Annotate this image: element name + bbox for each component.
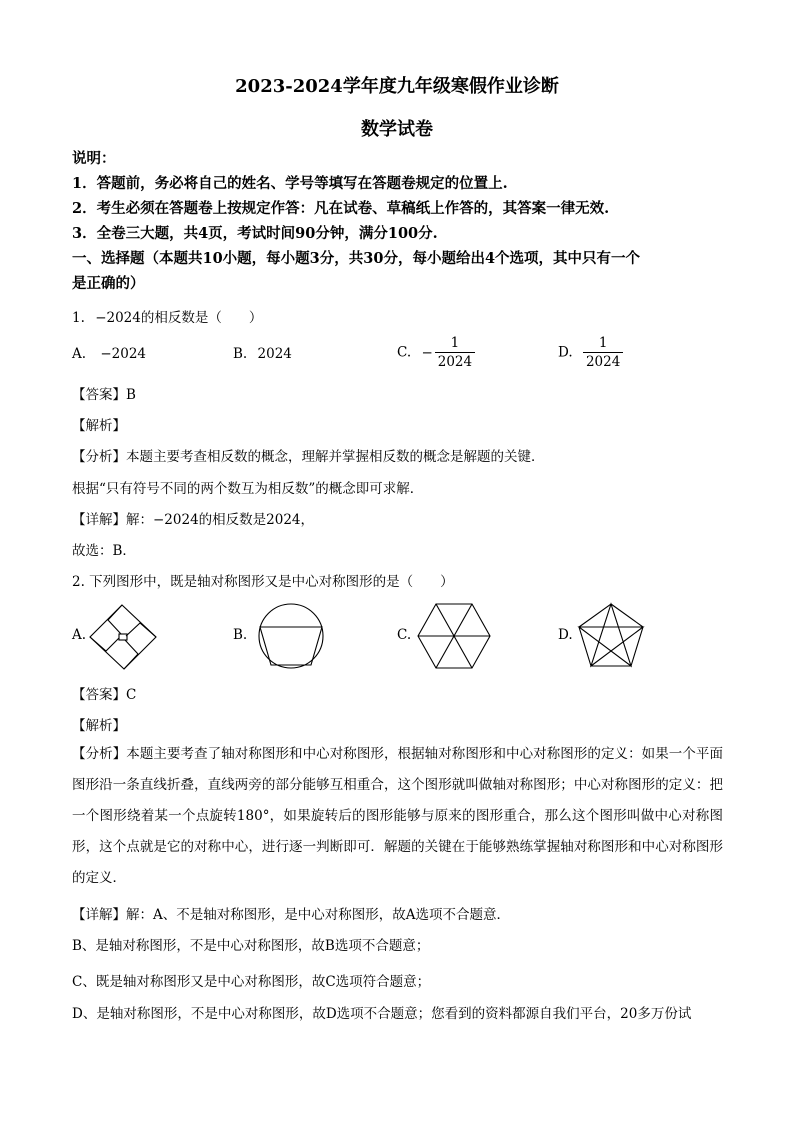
q1-analysis-label: 【解析】: [72, 418, 126, 434]
q1-number: 1.: [72, 310, 85, 326]
q1-option-a-label: A.: [72, 346, 87, 362]
q1-option-a-value: −2024: [100, 346, 147, 362]
q1-option-d: [558, 334, 623, 371]
q1-option-d-fraction: [583, 334, 623, 371]
q2-analysis: 【分析】本题主要考查了轴对称图形和中心对称图形，根据轴对称图形和中心对称图形的定义：如果一个平面图形沿一条直线折叠，直线两旁的部分能够互相重合，这个图形就叫做轴对称图形；中心对称图形的定义：把一个图形绕着某一个点旋转180°，如果旋转后的图形能够与原来的图形重合，那么这个图形叫做中心对称图形，这个点就是它的对称中心，进行逐一判断即可．解题的关键在于能够熟练掌握轴对称图形和中心对称图形的定义．: [72, 746, 723, 886]
q2-detail-a: 【详解】解：A、不是轴对称图形，是中心对称图形，故A选项不合题意．: [72, 907, 510, 923]
q1-option-b-label: B.: [233, 346, 248, 362]
q2-answer: 【答案】C: [72, 687, 137, 703]
instructions-heading: 说明：: [72, 150, 116, 167]
q2-stem: 2. 下列图形中，既是轴对称图形又是中心对称图形的是（ ）: [72, 574, 454, 590]
q1-option-c-denominator: 2024: [437, 354, 473, 370]
q1-option-c-fraction: [435, 334, 475, 371]
q1-expression: −2024: [95, 310, 141, 326]
q1-option-d-label: D.: [558, 344, 573, 361]
exam-title: 2023-2024学年度九年级寒假作业诊断: [235, 76, 559, 97]
q1-option-c-numerator: 1: [435, 334, 475, 353]
q1-answer: 【答案】B: [72, 387, 136, 403]
q1-option-b: [233, 346, 292, 362]
q1-option-a: [72, 346, 146, 362]
section1-heading-line2: 是正确的）: [72, 275, 145, 292]
q2-figure-c: [416, 602, 492, 670]
q2-option-c-label: C.: [397, 627, 412, 643]
q1-option-c: [397, 334, 475, 371]
instruction-item-1: 1．答题前，务必将自己的姓名、学号等填写在答题卷规定的位置上.: [72, 175, 508, 192]
q1-option-d-denominator: 2024: [585, 354, 621, 370]
q2-option-d-label: D.: [558, 627, 573, 643]
q1-conclusion: 故选：B．: [72, 543, 136, 559]
section1-heading-line1: 一、选择题（本题共10小题，每小题3分，共30分，每小题给出4个选项，其中只有一个: [72, 250, 641, 267]
q2-analysis-label: 【解析】: [72, 718, 126, 734]
q2-detail-d: D、是轴对称图形，不是中心对称图形，故D选项不合题意；您看到的资料都源自我们平台，20多万份试: [72, 1006, 692, 1022]
q1-option-d-numerator: 1: [583, 334, 623, 353]
q1-option-c-label: C.: [397, 344, 412, 361]
q2-figure-b: [252, 602, 330, 670]
q1-analysis: 【分析】本题主要考查相反数的概念，理解并掌握相反数的概念是解题的关键．: [72, 449, 545, 465]
q2-option-b-label: B.: [233, 627, 248, 643]
q2-detail-c: C、既是轴对称图形又是中心对称图形，故C选项符合题意；: [72, 974, 431, 990]
q2-figure-d: [576, 602, 646, 670]
q1-option-b-value: 2024: [257, 346, 292, 362]
q2-detail-b: B、是轴对称图形，不是中心对称图形，故B选项不合题意；: [72, 938, 430, 954]
q2-figure-a: [88, 603, 160, 671]
q1-stem-text: 的相反数是（ ）: [140, 310, 263, 326]
exam-subtitle: 数学试卷: [361, 119, 433, 140]
q1-stem: [72, 306, 262, 326]
instruction-item-3: 3．全卷三大题，共4页，考试时间90分钟，满分100分.: [72, 225, 438, 242]
q1-analysis-2: 根据“只有符号不同的两个数互为相反数”的概念即可求解．: [72, 481, 424, 497]
q1-detail: 【详解】解：−2024的相反数是2024，: [72, 512, 315, 528]
q2-option-a-label: A.: [72, 627, 87, 643]
instruction-item-2: 2．考生必须在答题卷上按规定作答：凡在试卷、草稿纸上作答的，其答案一律无效.: [72, 200, 610, 217]
q1-option-c-sign: −: [421, 344, 433, 361]
